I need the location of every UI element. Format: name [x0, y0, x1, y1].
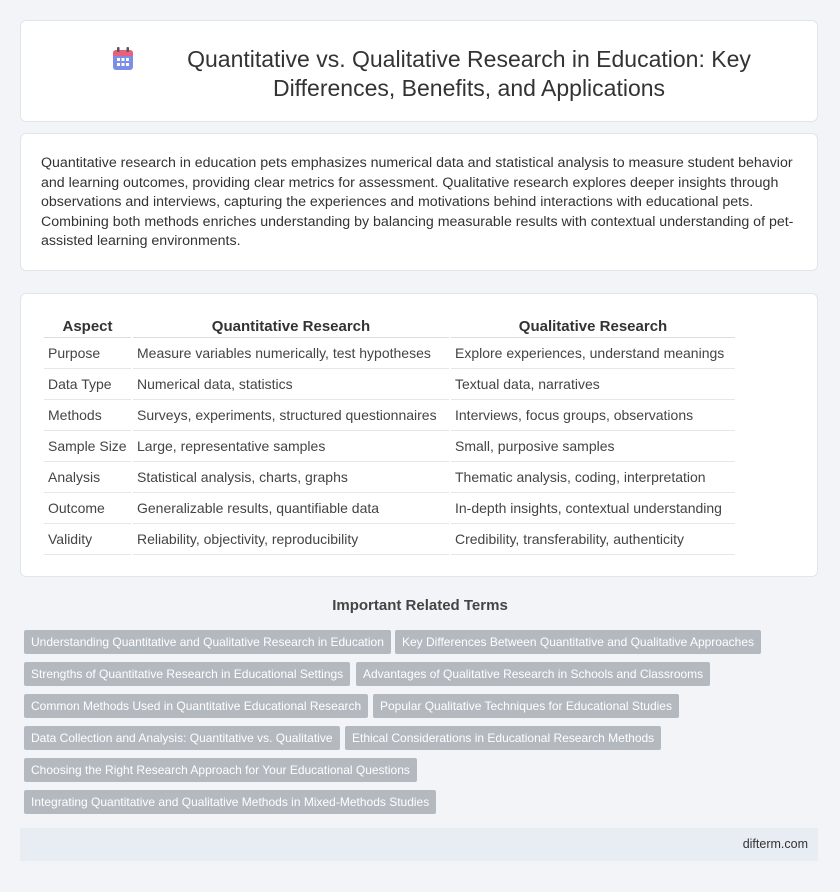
table-cell: Textual data, narratives [451, 369, 735, 400]
comparison-table-card [20, 293, 818, 577]
table-row [44, 400, 735, 431]
table-cell: Methods [44, 400, 131, 431]
table-cell: Thematic analysis, coding, interpretation [451, 462, 735, 493]
related-term-tag[interactable]: Choosing the Right Research Approach for Your Educational Questions [24, 758, 417, 782]
table-cell: Reliability, objectivity, reproducibility [133, 524, 449, 555]
related-term-tag[interactable]: Key Differences Between Quantitative and Qualitative Approaches [395, 630, 761, 654]
comparison-table [42, 316, 737, 555]
table-cell: Generalizable results, quantifiable data [133, 493, 449, 524]
table-cell: Outcome [44, 493, 131, 524]
calendar-icon [112, 47, 134, 71]
table-cell: In-depth insights, contextual understanding [451, 493, 735, 524]
related-term-tag[interactable]: Data Collection and Analysis: Quantitative vs. Qualitative [24, 726, 340, 750]
table-cell: Interviews, focus groups, observations [451, 400, 735, 431]
table-cell: Sample Size [44, 431, 131, 462]
intro-paragraph: Quantitative research in education pets emphasizes numerical data and statistical analysis to measure student behavior and learning outcomes, providing clear metrics for assessment. Qualitative research explores deeper insights through observations and interviews, capturing the experiences and motivations behind interactions with educational pets. Combining both methods enriches understanding by balancing measurable results with contextual understanding of pet-assisted learning environments. [41, 155, 794, 249]
table-cell: Validity [44, 524, 131, 555]
header-aspect: Aspect [44, 316, 131, 338]
table-cell: Analysis [44, 462, 131, 493]
table-row [44, 431, 735, 462]
intro-card [20, 133, 818, 271]
table-cell: Large, representative samples [133, 431, 449, 462]
table-row [44, 462, 735, 493]
related-term-tag[interactable]: Common Methods Used in Quantitative Educational Research [24, 694, 368, 718]
header-qualitative: Qualitative Research [451, 316, 735, 338]
table-cell: Numerical data, statistics [133, 369, 449, 400]
table-cell: Credibility, transferability, authenticity [451, 524, 735, 555]
related-term-tag[interactable]: Popular Qualitative Techniques for Educational Studies [373, 694, 679, 718]
table-cell: Data Type [44, 369, 131, 400]
page-title: Quantitative vs. Qualitative Research in Education: Key Differences, Benefits, and Applications [187, 46, 751, 101]
related-term-tag[interactable]: Integrating Quantitative and Qualitative Methods in Mixed-Methods Studies [24, 790, 436, 814]
footer-site-link[interactable]: difterm.com [742, 837, 808, 851]
table-cell: Purpose [44, 338, 131, 369]
related-terms-title: Important Related Terms [332, 597, 508, 614]
table-row [44, 493, 735, 524]
table-row [44, 369, 735, 400]
title-card [20, 20, 818, 122]
header-quantitative: Quantitative Research [133, 316, 449, 338]
related-term-tag[interactable]: Ethical Considerations in Educational Research Methods [345, 726, 661, 750]
related-term-tag[interactable]: Strengths of Quantitative Research in Educational Settings [24, 662, 350, 686]
table-cell: Measure variables numerically, test hypotheses [133, 338, 449, 369]
related-term-tag[interactable]: Understanding Quantitative and Qualitative Research in Education [24, 630, 391, 654]
table-row [44, 524, 735, 555]
table-cell: Small, purposive samples [451, 431, 735, 462]
footer [20, 828, 818, 861]
table-header-row [44, 316, 735, 338]
table-cell: Explore experiences, understand meanings [451, 338, 735, 369]
table-cell: Statistical analysis, charts, graphs [133, 462, 449, 493]
related-term-tag[interactable]: Advantages of Qualitative Research in Schools and Classrooms [356, 662, 710, 686]
table-cell: Surveys, experiments, structured questionnaires [133, 400, 449, 431]
table-row [44, 338, 735, 369]
